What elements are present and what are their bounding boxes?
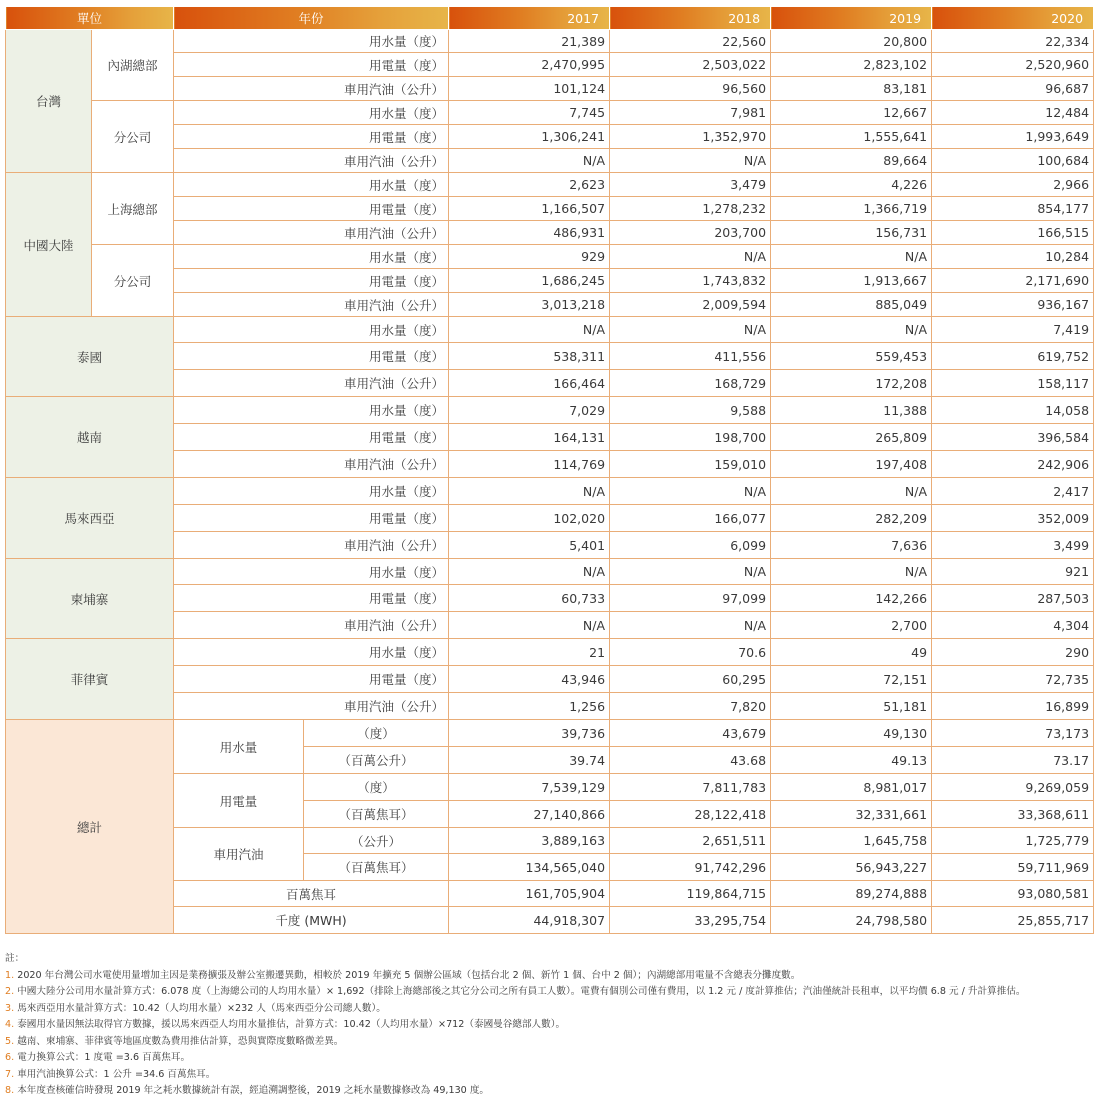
- value-cell: 51,181: [771, 693, 932, 720]
- value-cell: 3,889,163: [449, 828, 610, 854]
- item-water: 用水量（度）: [174, 173, 449, 197]
- value-cell: 7,029: [449, 397, 610, 424]
- footnote: [5, 968, 1093, 985]
- value-cell: 56,943,227: [771, 854, 932, 881]
- footnote-text: 馬來西亞用水量計算方式：10.42（人均用水量）×232 人（馬來西亞分公司總人數）。: [17, 1002, 386, 1014]
- table-row: [6, 559, 1094, 585]
- subunit-china-branch: 分公司: [92, 245, 174, 317]
- table-row: [6, 317, 1094, 343]
- value-cell: 72,151: [771, 666, 932, 693]
- item-water: 用水量（度）: [174, 245, 449, 269]
- value-cell: 265,809: [771, 424, 932, 451]
- region-thailand: 泰國: [6, 317, 174, 397]
- value-cell: 39.74: [449, 747, 610, 774]
- value-cell: 60,733: [449, 585, 610, 612]
- item-water: 用水量（度）: [174, 397, 449, 424]
- value-cell: 242,906: [932, 451, 1094, 478]
- value-cell: 2,651,511: [610, 828, 771, 854]
- footnote-text: 中國大陸分公司用水量計算方式：6.078 度（上海總公司的人均用水量）× 1,692（排除上海總部後之其它分公司之所有員工人數）。電費有個別公司僅有費用，以 1.2 元 / 度計算推估；汽油僅統計長租車，以平均價 6.8 元 / 升計算推估。: [17, 986, 1026, 997]
- value-cell: 282,209: [771, 505, 932, 532]
- value-cell: 83,181: [771, 77, 932, 101]
- value-cell: 166,077: [610, 505, 771, 532]
- value-cell: 885,049: [771, 293, 932, 317]
- footnote-number: 6.: [5, 1052, 15, 1063]
- item-fuel: 車用汽油（公升）: [174, 221, 449, 245]
- footnote-number: 3.: [5, 1002, 15, 1014]
- total-power-label: 用電量: [174, 774, 304, 828]
- value-cell: 3,013,218: [449, 293, 610, 317]
- value-cell: 197,408: [771, 451, 932, 478]
- value-cell: 1,645,758: [771, 828, 932, 854]
- value-cell: N/A: [449, 559, 610, 585]
- value-cell: 2,520,960: [932, 53, 1094, 77]
- value-cell: 161,705,904: [449, 881, 610, 907]
- value-cell: 21: [449, 639, 610, 666]
- footnote-number: 1.: [5, 969, 15, 981]
- value-cell: N/A: [449, 612, 610, 639]
- value-cell: 2,700: [771, 612, 932, 639]
- item-power: 用電量（度）: [174, 269, 449, 293]
- header-year-2019: 2019: [771, 7, 932, 30]
- item-power: 用電量（度）: [174, 343, 449, 370]
- item-power: 用電量（度）: [174, 424, 449, 451]
- value-cell: 7,419: [932, 317, 1094, 343]
- value-cell: 16,899: [932, 693, 1094, 720]
- item-water: 用水量（度）: [174, 101, 449, 125]
- value-cell: 8,981,017: [771, 774, 932, 801]
- value-cell: 172,208: [771, 370, 932, 397]
- value-cell: N/A: [771, 317, 932, 343]
- value-cell: 156,731: [771, 221, 932, 245]
- region-vietnam: 越南: [6, 397, 174, 478]
- value-cell: 33,368,611: [932, 801, 1094, 828]
- value-cell: 1,725,779: [932, 828, 1094, 854]
- item-water: 用水量（度）: [174, 478, 449, 505]
- item-fuel: 車用汽油（公升）: [174, 693, 449, 720]
- value-cell: 39,736: [449, 720, 610, 747]
- footnote: [5, 1017, 1093, 1034]
- value-cell: 3,499: [932, 532, 1094, 559]
- value-cell: 49: [771, 639, 932, 666]
- value-cell: N/A: [610, 149, 771, 173]
- value-cell: 929: [449, 245, 610, 269]
- value-cell: 3,479: [610, 173, 771, 197]
- value-cell: 1,743,832: [610, 269, 771, 293]
- item-fuel: 車用汽油（公升）: [174, 451, 449, 478]
- value-cell: N/A: [610, 478, 771, 505]
- total-fuel-label: 車用汽油: [174, 828, 304, 881]
- item-power: 用電量（度）: [174, 505, 449, 532]
- value-cell: 7,636: [771, 532, 932, 559]
- table-row: [6, 173, 1094, 197]
- footnote: [5, 1067, 1093, 1084]
- value-cell: 91,742,296: [610, 854, 771, 881]
- header-year: 年份: [174, 7, 449, 30]
- value-cell: 290: [932, 639, 1094, 666]
- value-cell: 72,735: [932, 666, 1094, 693]
- footnote-text: 本年度查核確信時發現 2019 年之耗水數據統計有誤，經追溯調整後，2019 之耗水量數據修改為 49,130 度。: [17, 1085, 490, 1096]
- value-cell: 2,966: [932, 173, 1094, 197]
- table-row: [6, 30, 1094, 53]
- value-cell: 9,269,059: [932, 774, 1094, 801]
- footnote: [5, 1001, 1093, 1018]
- value-cell: 27,140,866: [449, 801, 610, 828]
- header-unit: 單位: [6, 7, 174, 30]
- value-cell: 142,266: [771, 585, 932, 612]
- footnote-number: 4.: [5, 1019, 15, 1030]
- value-cell: 559,453: [771, 343, 932, 370]
- unit-label: （度）: [304, 720, 449, 747]
- value-cell: 28,122,418: [610, 801, 771, 828]
- item-power: 用電量（度）: [174, 125, 449, 149]
- footnote: [5, 1050, 1093, 1067]
- value-cell: 287,503: [932, 585, 1094, 612]
- value-cell: 25,855,717: [932, 907, 1094, 934]
- footnote-text: 2020 年台灣公司水電使用量增加主因是業務擴張及辦公室搬遷異動，相較於 2019 年擴充 5 個辦公區域（包括台北 2 個、新竹 1 個、台中 2 個）；內湖總部用電量不含總表分攤度數。: [17, 969, 801, 981]
- value-cell: 7,811,783: [610, 774, 771, 801]
- value-cell: 96,687: [932, 77, 1094, 101]
- value-cell: 114,769: [449, 451, 610, 478]
- table-row: [6, 478, 1094, 505]
- subunit-neihu-hq: 內湖總部: [92, 30, 174, 101]
- unit-label: （百萬焦耳）: [304, 801, 449, 828]
- unit-label: （百萬焦耳）: [304, 854, 449, 881]
- value-cell: 1,993,649: [932, 125, 1094, 149]
- value-cell: 11,388: [771, 397, 932, 424]
- item-fuel: 車用汽油（公升）: [174, 532, 449, 559]
- value-cell: 9,588: [610, 397, 771, 424]
- value-cell: 1,686,245: [449, 269, 610, 293]
- value-cell: 164,131: [449, 424, 610, 451]
- region-cambodia: 柬埔寨: [6, 559, 174, 639]
- item-fuel: 車用汽油（公升）: [174, 612, 449, 639]
- value-cell: 619,752: [932, 343, 1094, 370]
- footnote-text: 越南、柬埔寨、菲律賓等地區度數為費用推估計算，恐與實際度數略微差異。: [17, 1035, 344, 1047]
- value-cell: N/A: [449, 149, 610, 173]
- item-water: 用水量（度）: [174, 639, 449, 666]
- item-water: 用水量（度）: [174, 317, 449, 343]
- value-cell: 166,515: [932, 221, 1094, 245]
- item-water: 用水量（度）: [174, 30, 449, 53]
- region-china: 中國大陸: [6, 173, 92, 317]
- value-cell: 70.6: [610, 639, 771, 666]
- value-cell: 32,331,661: [771, 801, 932, 828]
- subunit-taiwan-branch: 分公司: [92, 101, 174, 173]
- total-water-label: 用水量: [174, 720, 304, 774]
- value-cell: 12,484: [932, 101, 1094, 125]
- total-mj-label: 百萬焦耳: [174, 881, 449, 907]
- item-power: 用電量（度）: [174, 585, 449, 612]
- value-cell: 102,020: [449, 505, 610, 532]
- value-cell: 2,623: [449, 173, 610, 197]
- value-cell: 73,173: [932, 720, 1094, 747]
- value-cell: 2,470,995: [449, 53, 610, 77]
- value-cell: 7,539,129: [449, 774, 610, 801]
- value-cell: 2,503,022: [610, 53, 771, 77]
- value-cell: 14,058: [932, 397, 1094, 424]
- value-cell: 43.68: [610, 747, 771, 774]
- region-malaysia: 馬來西亞: [6, 478, 174, 559]
- value-cell: 97,099: [610, 585, 771, 612]
- region-total: 總計: [6, 720, 174, 934]
- unit-label: （度）: [304, 774, 449, 801]
- footnote-text: 泰國用水量因無法取得官方數據，援以馬來西亞人均用水量推估，計算方式：10.42（人均用水量）×712（泰國曼谷總部人數）。: [17, 1019, 566, 1030]
- value-cell: N/A: [771, 559, 932, 585]
- value-cell: 1,278,232: [610, 197, 771, 221]
- value-cell: 1,256: [449, 693, 610, 720]
- table-row: [6, 397, 1094, 424]
- value-cell: 5,401: [449, 532, 610, 559]
- unit-label: （百萬公升）: [304, 747, 449, 774]
- footnote: [5, 1034, 1093, 1051]
- value-cell: 100,684: [932, 149, 1094, 173]
- value-cell: 7,745: [449, 101, 610, 125]
- value-cell: 7,981: [610, 101, 771, 125]
- value-cell: 89,274,888: [771, 881, 932, 907]
- table-row: [6, 720, 1094, 747]
- header-year-2020: 2020: [932, 7, 1094, 30]
- value-cell: 1,555,641: [771, 125, 932, 149]
- table-row: [6, 245, 1094, 269]
- footnote-number: 8.: [5, 1085, 15, 1096]
- value-cell: 352,009: [932, 505, 1094, 532]
- total-mwh-label: 千度 (MWH): [174, 907, 449, 934]
- value-cell: 166,464: [449, 370, 610, 397]
- value-cell: 12,667: [771, 101, 932, 125]
- value-cell: 59,711,969: [932, 854, 1094, 881]
- value-cell: 159,010: [610, 451, 771, 478]
- value-cell: N/A: [610, 612, 771, 639]
- value-cell: N/A: [449, 317, 610, 343]
- value-cell: 119,864,715: [610, 881, 771, 907]
- value-cell: 33,295,754: [610, 907, 771, 934]
- value-cell: 60,295: [610, 666, 771, 693]
- value-cell: 43,946: [449, 666, 610, 693]
- value-cell: 96,560: [610, 77, 771, 101]
- footnote-text: 電力換算公式：1 度電 =3.6 百萬焦耳。: [17, 1052, 191, 1063]
- value-cell: 168,729: [610, 370, 771, 397]
- item-fuel: 車用汽油（公升）: [174, 149, 449, 173]
- value-cell: 73.17: [932, 747, 1094, 774]
- value-cell: 6,099: [610, 532, 771, 559]
- value-cell: 10,284: [932, 245, 1094, 269]
- value-cell: N/A: [771, 478, 932, 505]
- region-taiwan: 台灣: [6, 30, 92, 173]
- value-cell: 93,080,581: [932, 881, 1094, 907]
- value-cell: 538,311: [449, 343, 610, 370]
- unit-label: （公升）: [304, 828, 449, 854]
- footnote-text: 車用汽油換算公式：1 公升 =34.6 百萬焦耳。: [17, 1068, 216, 1080]
- value-cell: 22,560: [610, 30, 771, 53]
- header-year-2017: 2017: [449, 7, 610, 30]
- value-cell: 49.13: [771, 747, 932, 774]
- footnote-number: 7.: [5, 1068, 15, 1080]
- value-cell: N/A: [771, 245, 932, 269]
- value-cell: 20,800: [771, 30, 932, 53]
- value-cell: 921: [932, 559, 1094, 585]
- value-cell: 396,584: [932, 424, 1094, 451]
- item-water: 用水量（度）: [174, 559, 449, 585]
- value-cell: 1,166,507: [449, 197, 610, 221]
- value-cell: 7,820: [610, 693, 771, 720]
- value-cell: N/A: [449, 478, 610, 505]
- value-cell: 22,334: [932, 30, 1094, 53]
- item-fuel: 車用汽油（公升）: [174, 77, 449, 101]
- footnote-number: 2.: [5, 986, 15, 997]
- value-cell: 2,009,594: [610, 293, 771, 317]
- header-row: [6, 7, 1094, 30]
- value-cell: N/A: [610, 317, 771, 343]
- item-fuel: 車用汽油（公升）: [174, 370, 449, 397]
- table-row: [6, 639, 1094, 666]
- item-fuel: 車用汽油（公升）: [174, 293, 449, 317]
- value-cell: 89,664: [771, 149, 932, 173]
- value-cell: 49,130: [771, 720, 932, 747]
- value-cell: 2,171,690: [932, 269, 1094, 293]
- value-cell: 854,177: [932, 197, 1094, 221]
- value-cell: 936,167: [932, 293, 1094, 317]
- table-row: [6, 101, 1094, 125]
- footnote: [5, 1083, 1093, 1100]
- value-cell: 1,306,241: [449, 125, 610, 149]
- value-cell: 158,117: [932, 370, 1094, 397]
- footnote: [5, 984, 1093, 1001]
- energy-table: [5, 6, 1094, 934]
- item-power: 用電量（度）: [174, 666, 449, 693]
- value-cell: 2,417: [932, 478, 1094, 505]
- value-cell: 101,124: [449, 77, 610, 101]
- value-cell: N/A: [610, 559, 771, 585]
- value-cell: 43,679: [610, 720, 771, 747]
- value-cell: 203,700: [610, 221, 771, 245]
- value-cell: N/A: [610, 245, 771, 269]
- value-cell: 4,304: [932, 612, 1094, 639]
- value-cell: 4,226: [771, 173, 932, 197]
- item-power: 用電量（度）: [174, 197, 449, 221]
- value-cell: 198,700: [610, 424, 771, 451]
- value-cell: 1,366,719: [771, 197, 932, 221]
- value-cell: 21,389: [449, 30, 610, 53]
- footnotes: [5, 951, 1093, 1100]
- value-cell: 1,352,970: [610, 125, 771, 149]
- value-cell: 411,556: [610, 343, 771, 370]
- footnote-number: 5.: [5, 1035, 15, 1047]
- item-power: 用電量（度）: [174, 53, 449, 77]
- header-year-2018: 2018: [610, 7, 771, 30]
- value-cell: 44,918,307: [449, 907, 610, 934]
- region-philippines: 菲律賓: [6, 639, 174, 720]
- value-cell: 1,913,667: [771, 269, 932, 293]
- subunit-shanghai-hq: 上海總部: [92, 173, 174, 245]
- footnotes-title: 註：: [5, 953, 25, 964]
- value-cell: 2,823,102: [771, 53, 932, 77]
- value-cell: 24,798,580: [771, 907, 932, 934]
- value-cell: 486,931: [449, 221, 610, 245]
- value-cell: 134,565,040: [449, 854, 610, 881]
